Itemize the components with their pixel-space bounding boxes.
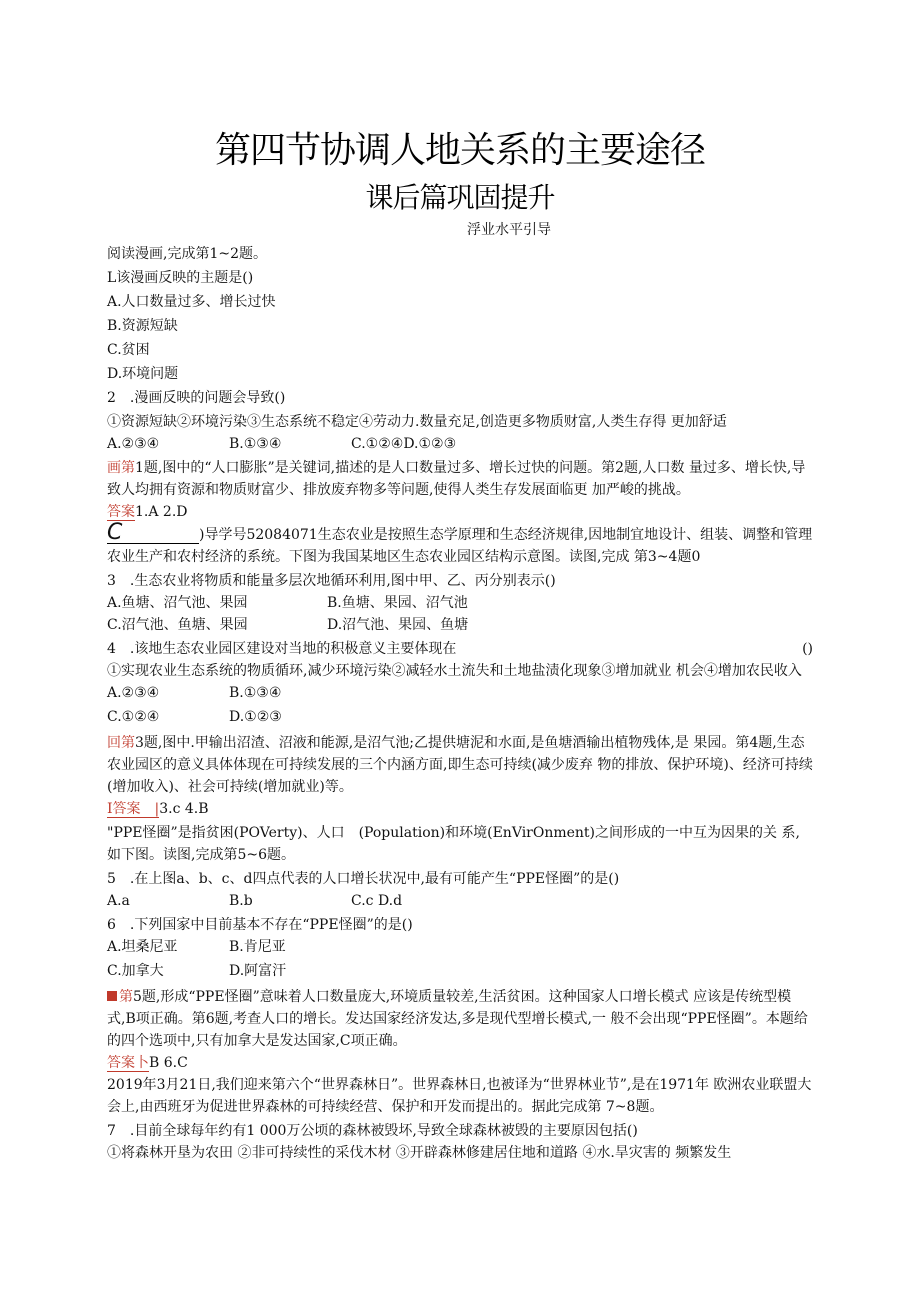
q6-option-b: B.肯尼亚 [229, 939, 286, 955]
explanation-label: 画第 [107, 460, 135, 476]
q2-option-b: B.①③④ [229, 436, 282, 452]
level-heading: 浮业水平引导 [467, 222, 551, 238]
q4-items: ①实现农业生态系统的物质循环,减少环境污染②减轻水土流失和土地盐渍化现象③增加就业 机会④增加农民收入 [107, 663, 802, 679]
intro-3-4 [107, 520, 813, 568]
intro-5-6: "PPE怪圈”是指贫困(POVerty)、人口 (Population)和环境(EnVirOnment)之间形成的一中互为因果的关 系,如下图。读图,完成第5~6题。 [107, 825, 800, 863]
q3-options-cd [107, 614, 813, 636]
explanation-3-4 [107, 732, 813, 798]
explanation-1-2 [107, 457, 813, 501]
q6-option-c: C.加拿大 [107, 963, 164, 979]
q5-stem: 5 .在上图a、b、c、d四点代表的人口增长状况中,最有可能产生“PPE怪圈”的是() [107, 871, 620, 887]
content [107, 243, 813, 1164]
answer-label: 答案 [107, 504, 135, 520]
q4-options-cd [107, 706, 813, 728]
q4-option-a: A.②③④ [107, 685, 160, 701]
q1-option-b: B.资源短缺 [107, 318, 178, 334]
q4-stem-text: 4 .该地生态农业园区建设对当地的积极意义主要体现在 [107, 641, 457, 657]
q2-items: ①资源短缺②环境污染③生态系统不稳定④劳动力.数量充足,创造更多物质财富,人类生存得 更加舒适 [107, 414, 727, 430]
q4-options-ab [107, 682, 813, 704]
c-marker: C [107, 523, 199, 544]
q2-option-cd: C.①②④D.①②③ [351, 436, 457, 452]
answer-5-6 [107, 1052, 813, 1074]
q6-options-ab [107, 936, 813, 958]
explanation-text: 1题,图中的“人口膨胀”是关键词,描述的是人口数量过多、增长过快的问题。第2题,人口数 量过多、增长快,导致人均拥有资源和物质财富少、排放废弃物多等问题,使得人类生存发展面临更 加严峻的挑战。 [107, 460, 806, 498]
q4-option-b: B.①③④ [229, 685, 282, 701]
q3-stem: 3 .生态农业将物质和能量多层次地循环利用,图中甲、乙、丙分别表示() [107, 573, 556, 589]
q3-options-ab [107, 592, 813, 614]
explanation-label: 第 [119, 989, 133, 1005]
q2-stem: 2 .漫画反映的问题会导致() [107, 390, 286, 406]
q3-option-c: C.沼气池、鱼塘、果园 [107, 617, 248, 633]
red-square-icon [107, 991, 117, 1001]
page-subtitle: 课后篇巩固提升 [365, 181, 555, 214]
q5-options [107, 890, 813, 912]
answer-text: B 6.C [149, 1055, 188, 1071]
q3-option-a: A.鱼塘、沼气池、果园 [107, 595, 248, 611]
answer-label: I答案 | [107, 801, 160, 817]
q4-option-c: C.①②④ [107, 709, 160, 725]
q6-options-cd [107, 960, 813, 982]
q7-stem: 7 .目前全球每年约有1 000万公顷的森林被毁坏,导致全球森林被毁的主要原因包括() [107, 1123, 638, 1139]
answer-text: 1.A 2.D [135, 504, 188, 520]
q1-option-a: A.人口数量过多、增长过快 [107, 294, 276, 310]
q2-option-a: A.②③④ [107, 436, 160, 452]
answer-3-4 [107, 798, 813, 820]
q5-option-a: A.a [107, 893, 130, 909]
intro-7-8: 2019年3月21日,我们迎来第六个“世界森林日”。世界森林日,也被译为“世界林业节”,是在1971年 欧洲农业联盟大会上,由西班牙为促进世界森林的可持续经营、保护和开发而提出的。据此完成第 7~8题。 [107, 1077, 812, 1115]
q4-paren: () [802, 641, 813, 657]
q1-option-c: C.贫困 [107, 342, 150, 358]
explanation-text: 3题,图中.甲输出沼渣、沼液和能源,是沼气池;乙提供塘泥和水面,是鱼塘酒输出植物残体,是 果园。第4题,生态农业园区的意义具体体现在可持续发展的三个内涵方面,即生态可持续(减少废弃 物的排放、保护环境)、经济可持续(增加收入)、社会可持续(增加就业)等。 [107, 735, 813, 795]
q4-option-d: D.①②③ [229, 709, 282, 725]
answer-text: 3.c 4.B [159, 801, 209, 817]
q1-option-d: D.环境问题 [107, 366, 179, 382]
q3-option-b: B.鱼塘、果园、沼气池 [327, 595, 468, 611]
q6-option-a: A.坦桑尼亚 [107, 939, 178, 955]
q1-stem: L该漫画反映的主题是() [107, 270, 254, 286]
intro-1-2: 阅读漫画,完成第1~2题。 [107, 246, 267, 262]
explanation-text: 5题,形成“PPE怪圈”意味着人口数量庞大,环境质量较差,生活贫困。这种国家人口增长模式 应该是传统型模式,B项正确。第6题,考查人口的增长。发达国家经济发达,多是现代型增长模式,一 般不会出现“PPE怪圈”。本题给的四个选项中,只有加拿大是发达国家,C项正确。 [107, 989, 808, 1049]
q7-items: ①将森林开垦为农田 ②非可持续性的采伐木材 ③开辟森林修建居住地和道路 ④水.旱灾害的 频繁发生 [107, 1145, 732, 1161]
explanation-5-6 [107, 986, 813, 1052]
intro-3-4-text: )导学号52084071生态农业是按照生态学原理和生态经济规律,因地制宜地设计、组装、调整和管理农业生产和农村经济的系统。下图为我国某地区生态农业园区结构示意图。读图,完成 第3~4题0 [107, 527, 813, 565]
answer-1-2 [107, 501, 813, 523]
q2-options [107, 433, 813, 455]
answer-label: 答案卜 [107, 1055, 149, 1071]
page-title: 第四节协调人地关系的主要途径 [214, 130, 705, 171]
q3-option-d: D.沼气池、果园、鱼塘 [327, 617, 469, 633]
q5-option-cd: C.c D.d [351, 893, 403, 909]
q5-option-b: B.b [229, 893, 253, 909]
q4-stem [107, 638, 813, 660]
q6-stem: 6 .下列国家中目前基本不存在“PPE怪圈”的是() [107, 917, 413, 933]
q6-option-d: D.阿富汗 [229, 963, 287, 979]
explanation-label: 回第 [107, 735, 135, 751]
